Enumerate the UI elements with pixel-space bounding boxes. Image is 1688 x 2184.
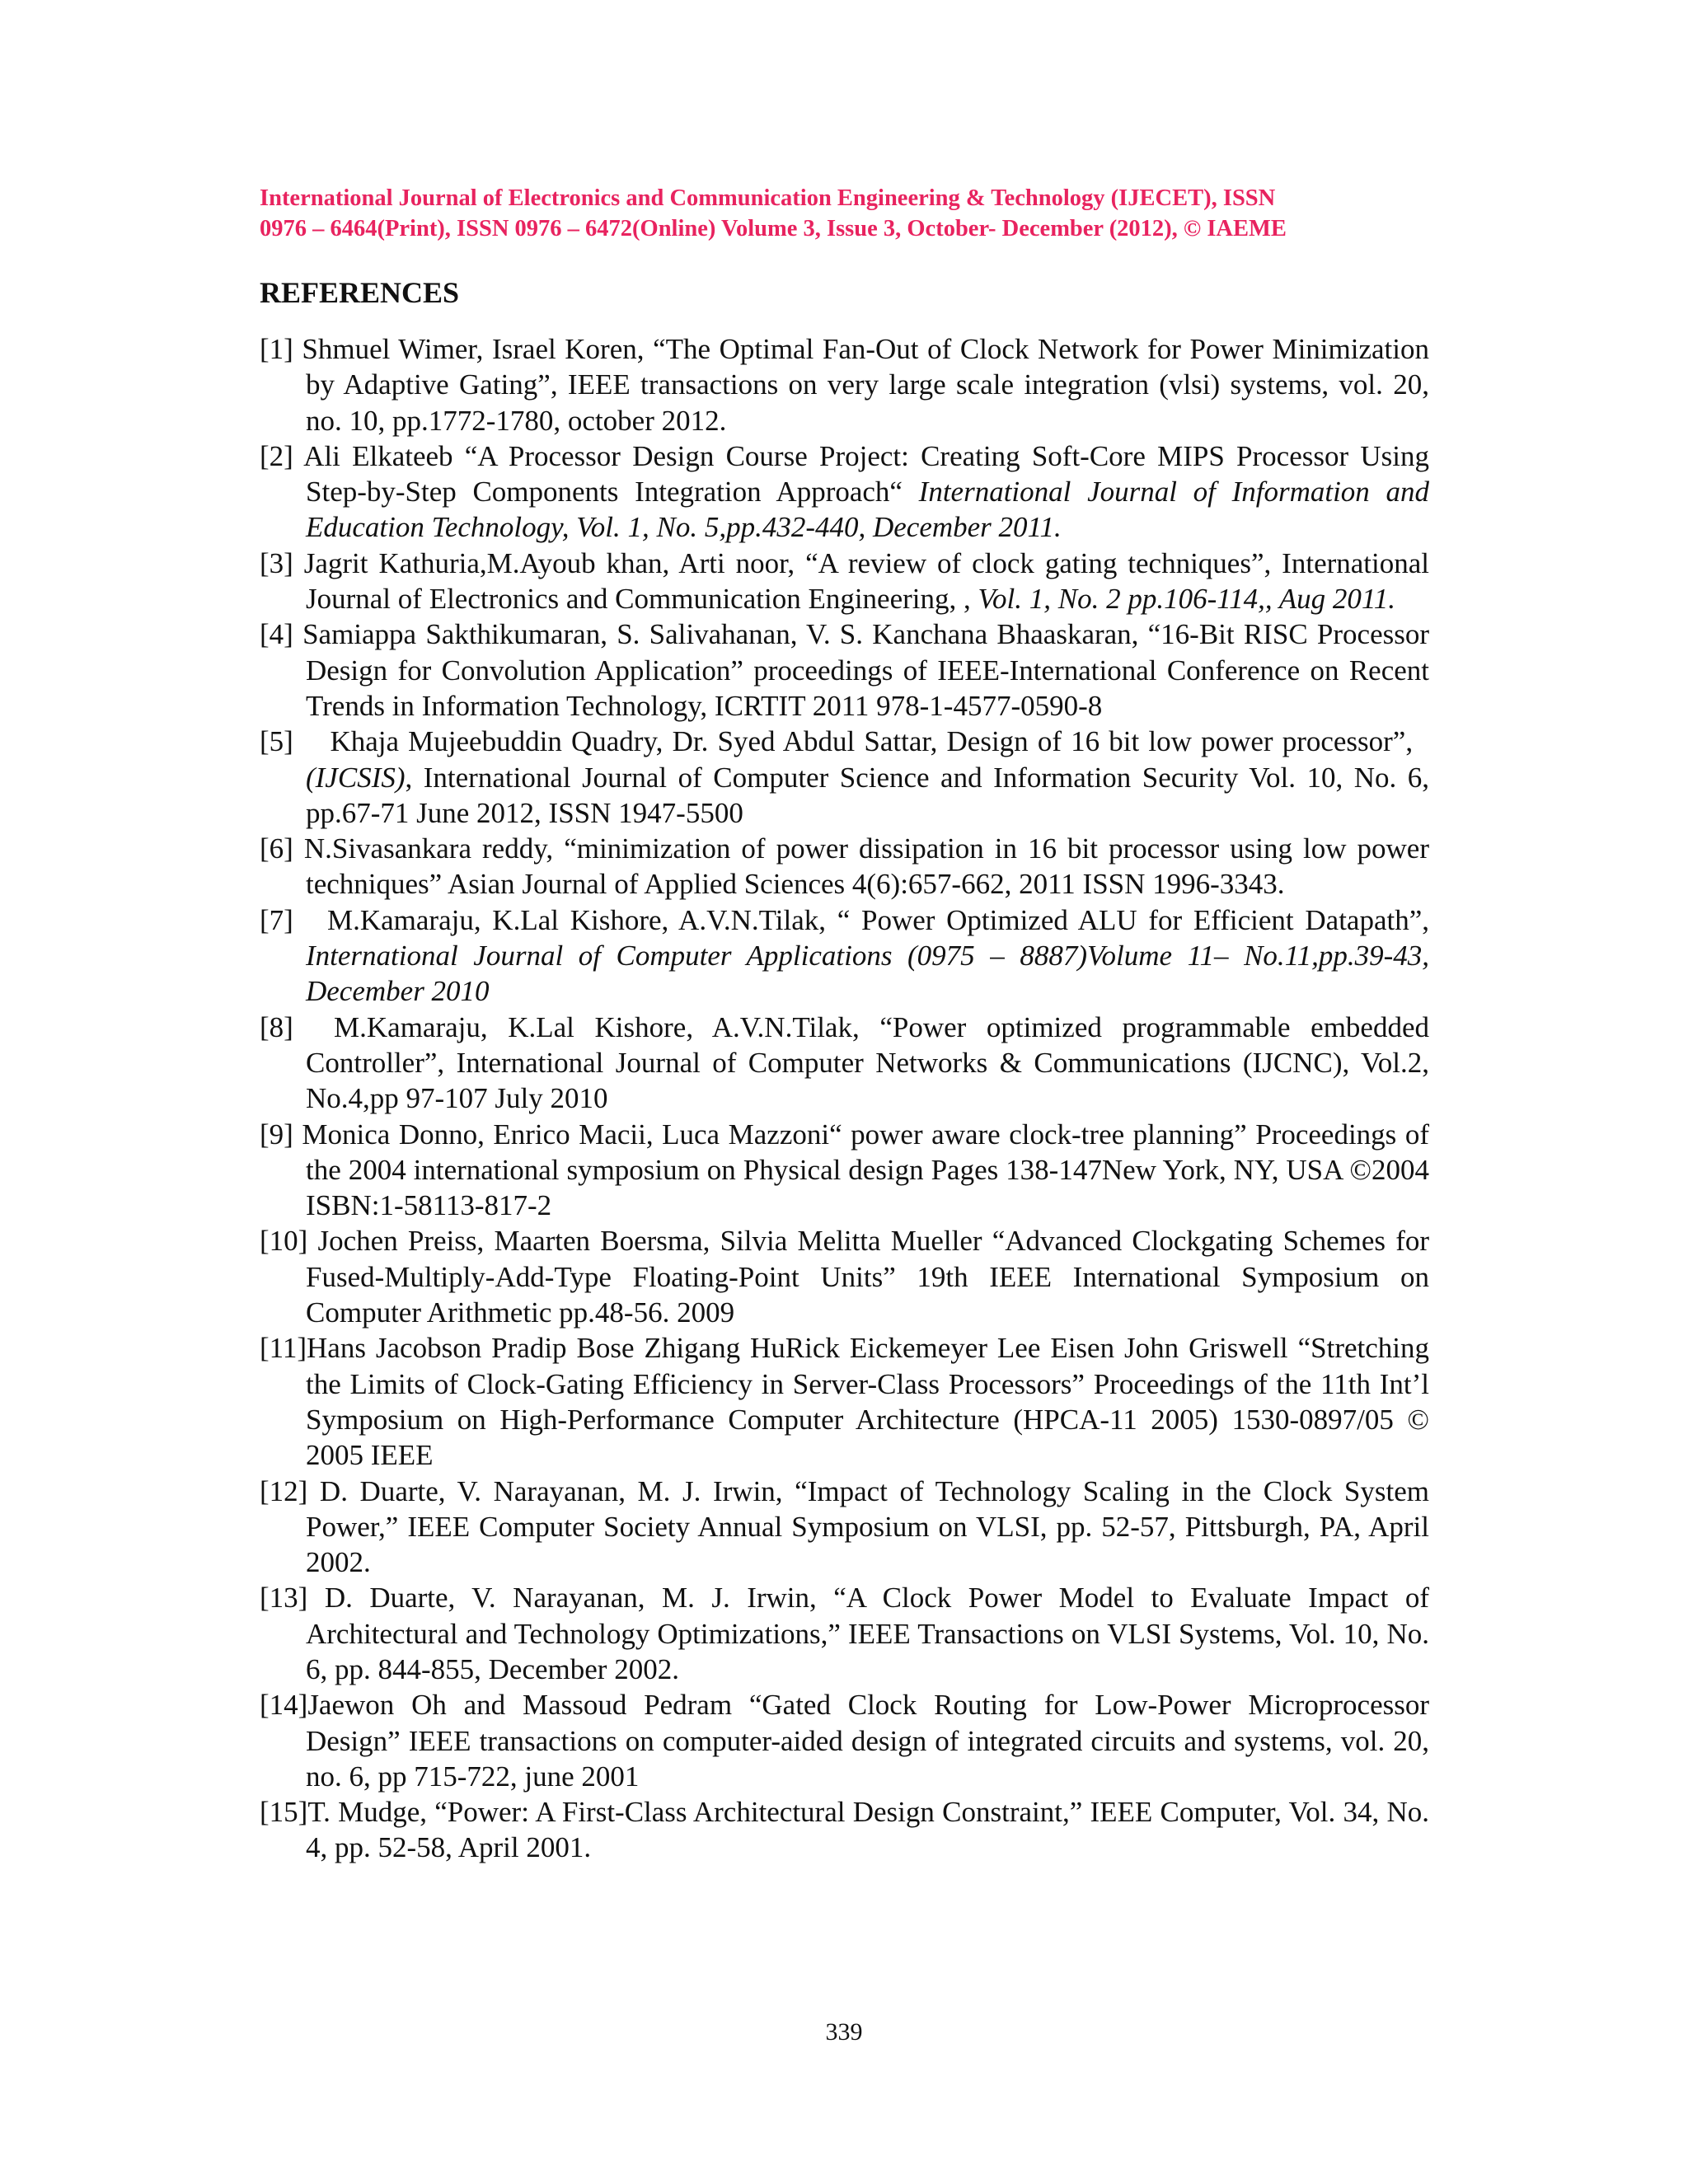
reference-label: [7] — [260, 903, 293, 936]
page-number: 339 — [825, 2018, 863, 2046]
reference-label: [2] — [260, 439, 293, 472]
reference-label: [6] — [260, 832, 293, 865]
reference-italic-text: Vol. 1, No. 2 pp.106-114,, Aug 2011. — [978, 583, 1396, 616]
reference-label: [10] — [260, 1225, 308, 1258]
reference-list — [260, 331, 1429, 1866]
reference-label: [11] — [260, 1332, 307, 1365]
reference-text: Ali Elkateeb “A Processor Design Course Project: Creating Soft-Core MIPS Processor Using Step-by-Step Components Integration Approach“ — [303, 439, 1429, 509]
reference-text: M.Kamaraju, K.Lal Kishore, A.V.N.Tilak, “ Power Optimized ALU for Efficient Datapath”, — [326, 903, 1429, 936]
reference-italic-text: International Journal of Computer Applications (0975 – 8887)Volume 11– No.11,pp.39-43, December 2010 — [306, 940, 1429, 1008]
reference-text: Khaja Mujeebuddin Quadry, Dr. Syed Abdul Sattar, Design of 16 bit low power processor”, — [330, 725, 1414, 758]
reference-11 — [260, 1330, 1429, 1473]
journal-header-line-1: International Journal of Electronics and Communication Engineering & Technology (IJECET), ISSN — [260, 185, 1276, 211]
reference-1 — [260, 331, 1429, 438]
reference-text: Monica Donno, Enrico Macii, Luca Mazzoni“ power aware clock-tree planning” Proceedings of the 2004 international symposium on Physical design Pages 138-147New York, NY, USA ©2004 ISBN:1-58113-817-2 — [302, 1118, 1429, 1222]
reference-text-after: , International Journal of Computer Science and Information Security Vol. 10, No. 6, pp.67-71 June 2012, ISSN 1947-5500 — [306, 761, 1429, 829]
reference-label: [8] — [260, 1010, 293, 1043]
reference-text: D. Duarte, V. Narayanan, M. J. Irwin, “Impact of Technology Scaling in the Clock System Power,” IEEE Computer Society Annual Symposium on VLSI, pp. 52-57, Pittsburgh, PA, April 2002. — [306, 1474, 1429, 1579]
reference-text: Samiappa Sakthikumaran, S. Salivahanan, V. S. Kanchana Bhaaskaran, “16-Bit RISC Processor Design for Convolution Application” proceedings of IEEE-International Conference on Recent Trends in Information Technology, ICRTIT 2011 978-1-4577-0590-8 — [302, 618, 1430, 722]
reference-label: [12] — [260, 1474, 308, 1507]
journal-header-line-2: 0976 – 6464(Print), ISSN 0976 – 6472(Online) Volume 3, Issue 3, October- December (2012), © IAEME — [260, 216, 1287, 241]
reference-text: N.Sivasankara reddy, “minimization of power dissipation in 16 bit processor using low power techniques” Asian Journal of Applied Sciences 4(6):657-662, 2011 ISSN 1996-3343. — [303, 832, 1429, 901]
reference-label: [14] — [260, 1689, 308, 1722]
reference-5 — [260, 724, 1429, 831]
reference-6 — [260, 831, 1429, 902]
reference-text: Hans Jacobson Pradip Bose Zhigang HuRick Eickemeyer Lee Eisen John Griswell “Stretching the Limits of Clock-Gating Efficiency in Server-Class Processors” Proceedings of the 11th Int’l Symposium on High-Performance Computer Architecture (HPCA-11 2005) 1530-0897/05 © 2005 IEEE — [306, 1332, 1429, 1472]
reference-label: [15] — [260, 1796, 308, 1829]
reference-label: [13] — [260, 1582, 308, 1615]
reference-text: Jagrit Kathuria,M.Ayoub khan, Arti noor, “A review of clock gating techniques”, International Journal of Electronics and Communication Engineering, , — [303, 546, 1429, 616]
reference-10 — [260, 1223, 1429, 1330]
reference-label: [5] — [260, 725, 293, 758]
reference-14 — [260, 1687, 1429, 1794]
journal-header — [260, 183, 1447, 244]
reference-8 — [260, 1010, 1429, 1117]
reference-label: [4] — [260, 618, 293, 651]
reference-2 — [260, 438, 1429, 546]
reference-italic-text: International Journal of Information and Education Technology, Vol. 1, No. 5,pp.432-440, December 2011. — [306, 476, 1429, 544]
reference-label: [9] — [260, 1118, 293, 1151]
reference-3 — [260, 546, 1429, 617]
reference-label: [1] — [260, 333, 293, 365]
reference-13 — [260, 1580, 1429, 1687]
reference-15 — [260, 1794, 1429, 1866]
reference-7 — [260, 902, 1429, 1010]
reference-12 — [260, 1474, 1429, 1581]
reference-text: Jochen Preiss, Maarten Boersma, Silvia Melitta Mueller “Advanced Clockgating Schemes for Fused-Multiply-Add-Type Floating-Point Units” 19th IEEE International Symposium on Computer Arithmetic pp.48-56. 2009 — [306, 1225, 1430, 1329]
reference-4 — [260, 616, 1429, 724]
reference-9 — [260, 1117, 1429, 1224]
section-title: REFERENCES — [260, 276, 460, 309]
reference-text: D. Duarte, V. Narayanan, M. J. Irwin, “A Clock Power Model to Evaluate Impact of Architectural and Technology Optimizations,” IEEE Transactions on VLSI Systems, Vol. 10, No. 6, pp. 844-855, December 2002. — [306, 1582, 1430, 1685]
reference-italic-text: (IJCSIS) — [306, 761, 406, 794]
reference-text: Jaewon Oh and Massoud Pedram “Gated Clock Routing for Low-Power Microprocessor Design” IEEE transactions on computer-aided design of integrated circuits and systems, vol. 20, no. 6, pp 715-722, june 2001 — [306, 1689, 1429, 1793]
reference-text: T. Mudge, “Power: A First-Class Architectural Design Constraint,” IEEE Computer, Vol. 34, No. 4, pp. 52-58, April 2001. — [306, 1796, 1429, 1864]
reference-label: [3] — [260, 546, 293, 579]
reference-text: M.Kamaraju, K.Lal Kishore, A.V.N.Tilak, “Power optimized programmable embedded Controller”, International Journal of Computer Networks & Communications (IJCNC), Vol.2, No.4,pp 97-107 July 2010 — [306, 1010, 1429, 1115]
reference-text: Shmuel Wimer, Israel Koren, “The Optimal Fan-Out of Clock Network for Power Minimization by Adaptive Gating”, IEEE transactions on very large scale integration (vlsi) systems, vol. 20, no. 10, pp.1772-1780, october 2012. — [302, 333, 1429, 437]
